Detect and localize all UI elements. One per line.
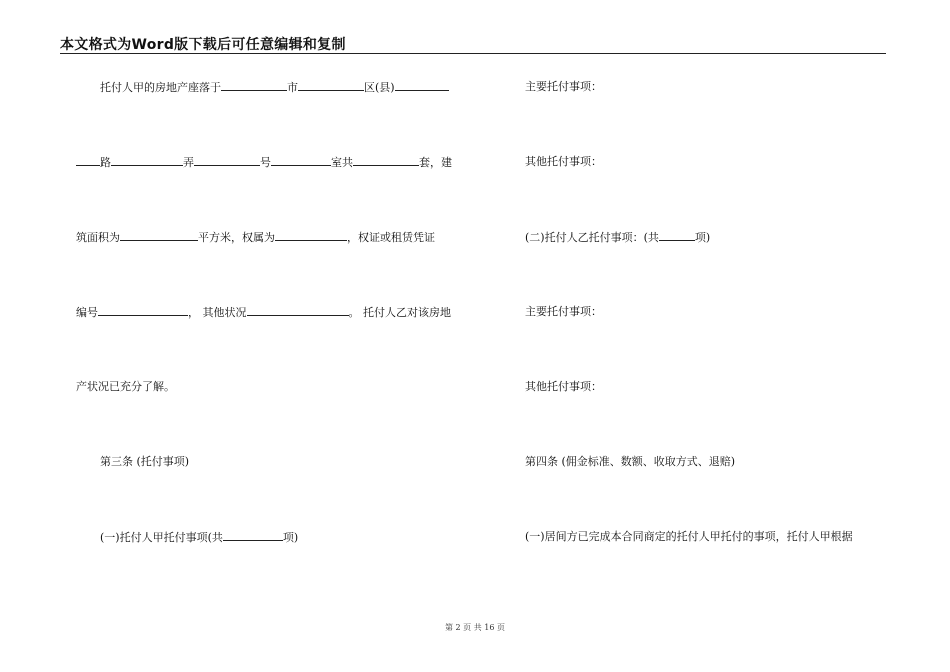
right-line-3-text-b: 项) [694,231,711,244]
right-line-1: 主要托付事项： [525,80,602,93]
left-line-4 [76,305,451,320]
left-line-1-text-b: 市 [287,81,298,94]
left-line-1 [100,80,449,95]
left-line-3 [76,230,435,245]
article-four-heading: 第四条 (佣金标准、数额、收取方式、退赔) [525,455,736,468]
left-line-2-text-a: 路 [100,156,111,169]
left-line-4-text-c: 。 托付人乙对该房地 [348,306,451,319]
blank-county-tail [395,80,449,91]
document-header-title: 本文格式为Word版下载后可任意编辑和复制 [60,37,346,53]
left-line-2 [76,155,452,170]
right-line-4: 主要托付事项： [525,305,602,318]
left-line-2-text-c: 号 [260,156,271,169]
blank-district [298,80,364,91]
blank-party-a-item-count [223,530,283,541]
blank-set-count [353,155,419,166]
blank-area [120,230,198,241]
right-line-3-text-a: (二)托付人乙托付事项：(共 [525,231,659,244]
blank-other-status [247,305,349,316]
left-line-4-text-a: 编号 [76,306,98,319]
article-three-heading: 第三条 (托付事项) [100,455,190,468]
left-line-3-text-c: ，权证或租赁凭证 [347,231,435,244]
left-line-2-text-b: 弄 [183,156,194,169]
right-line-5: 其他托付事项： [525,380,602,393]
blank-room [271,155,331,166]
left-line-1-text-c: 区(县) [364,81,395,94]
left-line-3-text-b: 平方米，权属为 [198,231,275,244]
left-line-2-text-e: 套，建 [419,156,452,169]
blank-party-b-item-count [659,230,695,241]
blank-road [76,155,100,166]
left-line-1-text-a: 托付人甲的房地产座落于 [100,81,221,94]
left-line-7-text-a: (一)托付人甲托付事项(共 [100,531,223,544]
blank-number [194,155,260,166]
left-line-3-text-a: 筑面积为 [76,231,120,244]
left-line-7 [100,530,298,545]
header-divider [60,53,886,54]
blank-city [221,80,287,91]
right-line-7: (一)居间方已完成本合同商定的托付人甲托付的事项，托付人甲根据 [525,530,853,543]
blank-lane [111,155,183,166]
left-line-7-text-b: 项) [282,531,299,544]
left-line-4-text-b: ， 其他状况 [188,306,247,319]
right-line-2: 其他托付事项： [525,155,602,168]
blank-serial-number [98,305,188,316]
left-line-2-text-d: 室共 [331,156,353,169]
left-line-5: 产状况已充分了解。 [76,380,175,393]
page-number-footer: 第 2 页 共 16 页 [445,623,505,632]
blank-ownership [275,230,347,241]
right-line-3 [525,230,710,245]
